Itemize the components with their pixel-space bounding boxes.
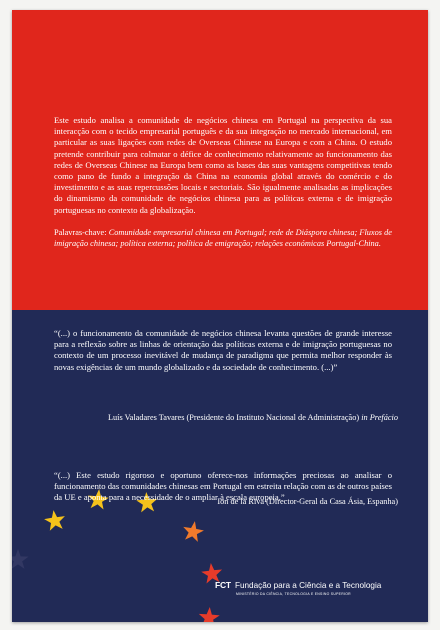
- fct-logo-line: [215, 580, 405, 590]
- fct-name: Fundação para a Ciência e a Tecnologia: [234, 581, 382, 590]
- fct-logo: [215, 580, 405, 596]
- keywords-label: Palavras-chave:: [54, 227, 107, 237]
- fct-mark: FCT: [215, 580, 231, 590]
- red-panel: [12, 10, 428, 310]
- abstract-text: Este estudo analisa a comunidade de negócios chinesa em Portugal na perspectiva da sua interacção com o tecido empresarial português e da sua integração no mercado internacional, em particular as suas ligações com redes de Overseas Chinese na Europa e com a China. O estudo pretende contribuir para colmatar o défice de conhecimento relativamente ao funcionamento das redes de Overseas Chinese na Europa bem como as bases das suas vantagens competitivas tendo como pano de fundo a integração da China na economia global através do comércio e do investimento e as suas repercussões locais e sectoriais. São igualmente analisadas as implicações do dinamismo da comunidade de negócios chinesa para as políticas externa e de imigração portuguesas no contexto da globalização.: [54, 115, 392, 215]
- quote-1-text: “(...) o funcionamento da comunidade de negócios chinesa levanta questões de grande interesse para a reflexão sobre as linhas de orientação das políticas externa e de imigração portuguesas no contexto de um processo inevitável de mudança de paradigma que permita melhor responder às novas exigências de um mundo globalizado e da sociedade de conhecimento. (...)”: [54, 328, 392, 372]
- quote-2-author: Ion de la Riva (Director-Geral da Casa Ásia, Espanha): [217, 497, 398, 506]
- fct-ministry: MINISTÉRIO DA CIÊNCIA, TECNOLOGIA E ENSINO SUPERIOR: [236, 592, 351, 596]
- quote-1-author: Luís Valadares Tavares (Presidente do Instituto Nacional de Administração): [107, 413, 360, 422]
- star-icon: [181, 519, 205, 542]
- keywords-list: Comunidade empresarial chinesa em Portugal; rede de Diáspora chinesa; Fluxos de imigração chinesa; política externa; política de emigração; relações económicas Portugal-China.: [54, 227, 392, 248]
- abstract-block: [54, 115, 392, 249]
- blue-panel: [12, 310, 428, 622]
- quote-1-source: in Prefácio: [361, 413, 398, 422]
- star-icon: [198, 606, 220, 622]
- star-icon: [12, 549, 29, 569]
- quote-1-attribution: [108, 412, 398, 423]
- quote-2-text: “(...) Este estudo rigoroso e oportuno oferece-nos informações preciosas ao analisar o funcionamento das comunidades chinesas em Portugal em estreita relação com as de outros países da UE e aponta para a necessidade de o ampliar à escala europeia.”: [54, 470, 392, 503]
- keywords: [54, 227, 392, 249]
- star-icon: [43, 509, 67, 532]
- book-back-cover: [12, 10, 428, 622]
